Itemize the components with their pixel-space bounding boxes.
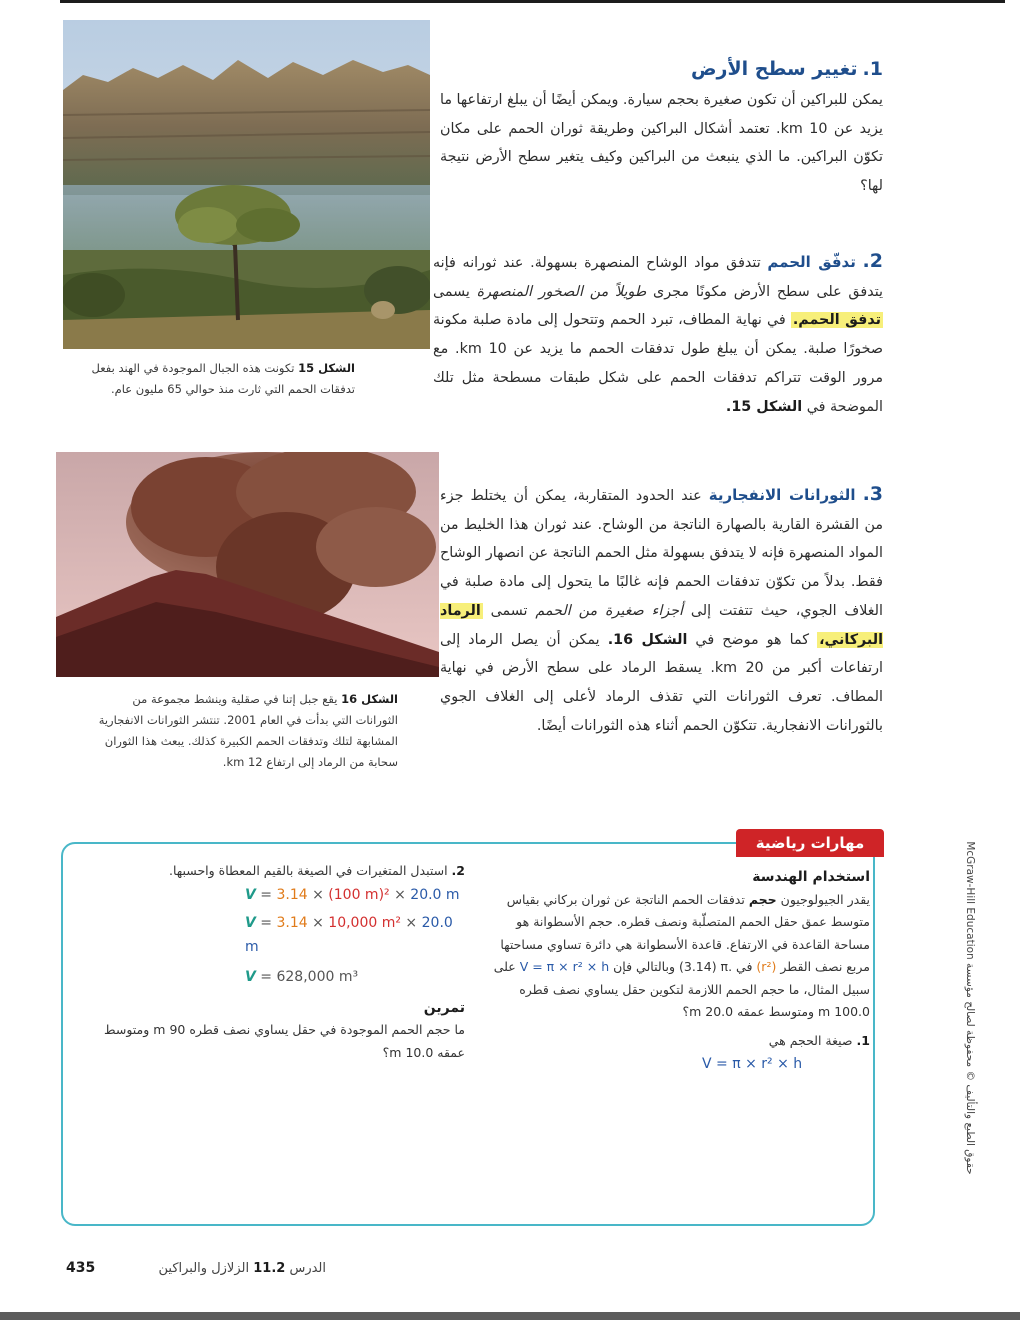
lesson-number: 11.2 [253, 1261, 286, 1276]
section-2-body-b: طويلاً من الصخور [538, 283, 647, 300]
section-2-highlight: تدفق الحمم. [792, 312, 881, 329]
math-step1-formula: V = π × r² × h [702, 1056, 803, 1072]
math-intro-d: وبالتالي فإن [613, 959, 675, 974]
section-3-figure-ref: الشكل 16. [607, 631, 688, 648]
math-heading: استخدام الهندسة [752, 869, 870, 885]
math-skills-tag: مهارات رياضية [736, 829, 884, 857]
math-step2-text: استبدل المتغيرات في الصيغة بالقيم المعطاة واحسبها. [168, 863, 448, 878]
section-2-number: 2. [862, 250, 883, 272]
math-equation-1: V = 3.14 × (100 m)² × 20.0 m [245, 886, 460, 903]
math-intro-c: في [736, 959, 753, 974]
math-equation-2: V = 3.14 × 10,000 m² × 20.0 m [245, 914, 453, 955]
section-3-body-e: يمكن أن يصل الرماد إلى ارتفاعات أكبر من 20 km. يسقط الرماد على سطح الأرض في نهاية المطاف. تعرف الثورانات التي تقذف الرماد لأعلى إلى الغلاف الجوي بالثورانات الانفجارية. تتكوّن الحمم أثناء هذه الثورانات أيضًا. [440, 631, 883, 734]
section-2-figure-ref: الشكل 15. [725, 398, 803, 415]
figure-15-photo [63, 20, 430, 349]
math-pi-val: (3.14) π. [678, 959, 733, 974]
section-2-body-e: في نهاية المطاف، تبرد الحمم وتتحول إلى مادة صلبة مكونة صخورًا صلبة. يمكن أن يبلغ طول تدفقات الحمم ما يزيد عن 10 km. مع مرور الوقت تتراكم تدفقات الحمم على شكل طبقات مسطحة مثل تلك الموضحة في [433, 312, 883, 415]
figure-16-label: الشكل 16 [341, 692, 398, 706]
side-copyright-text: حقوق الطبع والتأليف © محفوظة لصالح مؤسسة McGraw-Hill Education [964, 841, 976, 1175]
figure-16-photo [56, 452, 439, 677]
figure-16-caption [90, 689, 398, 773]
side-copyright [953, 826, 976, 1196]
math-step1-text: صيغة الحجم هي [768, 1032, 853, 1048]
section-3-body-d: كما هو موضح في [695, 631, 810, 648]
top-rule [60, 0, 1005, 3]
math-step2-label: 2. [451, 863, 465, 878]
figure-15-caption-text: تكونت هذه الجبال الموجودة في الهند بفعل تدفقات الحمم التي ثارت منذ حوالي 65 مليون عام. [91, 361, 355, 396]
figure-15-caption [65, 358, 355, 400]
section-2-body-d: يسمى [433, 283, 470, 300]
lesson-title: الزلازل والبراكين [158, 1261, 250, 1276]
section-1-number: 1. [862, 58, 883, 80]
section-3-highlight: الرماد البركاني، [440, 602, 884, 648]
page-number: 435 [66, 1260, 96, 1276]
lesson-label: الدرس [289, 1261, 326, 1276]
math-r2: (r²) [756, 959, 777, 974]
section-1-title: تغيير سطح الأرض [690, 58, 858, 80]
section-3-body-a: عند الحدود المتقاربة، يمكن أن يختلط جزء من القشرة القارية بالصهارة الناتجة من الوشاح. عند ثوران هذا الخليط من المواد المنصهرة فإنه لا يتدفق بسهولة مثل الحمم الناتجة عن انصهار الوشاح فقط. بدلاً من تكوّن تدفقات الحمم فإنه غالبًا ما يتحول إلى مادة صلبة في الغلاف الجوي، حيث تتفتت إلى [440, 488, 884, 619]
math-intro-bold: حجم [748, 891, 777, 907]
section-3-number: 3. [862, 483, 884, 505]
section-1-body: يمكن للبراكين أن تكون صغيرة بحجم سيارة. ويمكن أيضًا أن يبلغ ارتفاعها ما يزيد عن 10 km. تعتمد أشكال البراكين وطريقة ثوران الحمم على مكان تكوّن البراكين. ما الذي ينبعث من البراكين وكيف يتغير سطح الأرض نتيجة لها؟ [439, 92, 884, 195]
section-3-title: الثورانات الانفجارية [708, 486, 856, 504]
math-explanation [482, 866, 870, 1076]
section-explosive-eruptions [440, 480, 883, 740]
section-surface-change [440, 58, 883, 201]
lesson-reference [159, 1261, 327, 1276]
math-worked-solution [85, 860, 465, 1064]
figure-15-label: الشكل 15 [298, 361, 355, 375]
math-formula-inline: V = π × r² × h [519, 959, 610, 974]
section-lava-flow [433, 247, 883, 421]
section-2-body-a: تتدفق مواد الوشاح المنصهرة بسهولة. عند ثورانه فإنه يتدفق على سطح الأرض مكونًا مجرى [433, 255, 883, 300]
math-equation-3: V = 628,000 m³ [245, 968, 359, 985]
section-3-body-b: أجزاء صغيرة من الحمم [535, 602, 684, 619]
math-intro-b: تدفقات الحمم الناتجة عن ثوران بركاني بقياس متوسط عمق حقل الحمم المتصلّبة ونصف قطره. حجم الأسطوانة هو مساحة القاعدة في الارتفاع. قاعدة الأسطوانة هي دائرة تساوي مساحتها مربع نصف القطر [500, 891, 870, 974]
practice-title: تمرين [423, 999, 465, 1016]
bottom-rule [0, 1312, 1020, 1320]
section-3-body-c: تسمى [490, 602, 528, 619]
figure-16-caption-text: يقع جبل إتنا في صقلية وينشط مجموعة من الثورانات التي بدأت في العام 2001. تنتشر الثورانات الانفجارية المشابهة لتلك وتدفقات الحمم الكبيرة كذلك. يبعث هذا الثوران سحابة من الرماد إلى ارتفاع 12 km. [98, 692, 398, 769]
practice-text: ما حجم الحمم الموجودة في حقل يساوي نصف قطره 90 m ومتوسط عمقه 10.0 m؟ [103, 1022, 465, 1060]
math-step1-label: 1. [856, 1032, 870, 1048]
math-intro-e: على سبيل المثال، ما حجم الحمم اللازمة لتكوين حقل يساوي نصف قطره 100.0 m ومتوسط عمقه 20.0 m؟ [493, 959, 870, 1019]
section-2-body-c: المنصهرة [476, 283, 532, 300]
math-intro-a: يقدر الجيولوجيون [780, 891, 870, 907]
section-2-title: تدفّق الحمم [767, 253, 856, 271]
